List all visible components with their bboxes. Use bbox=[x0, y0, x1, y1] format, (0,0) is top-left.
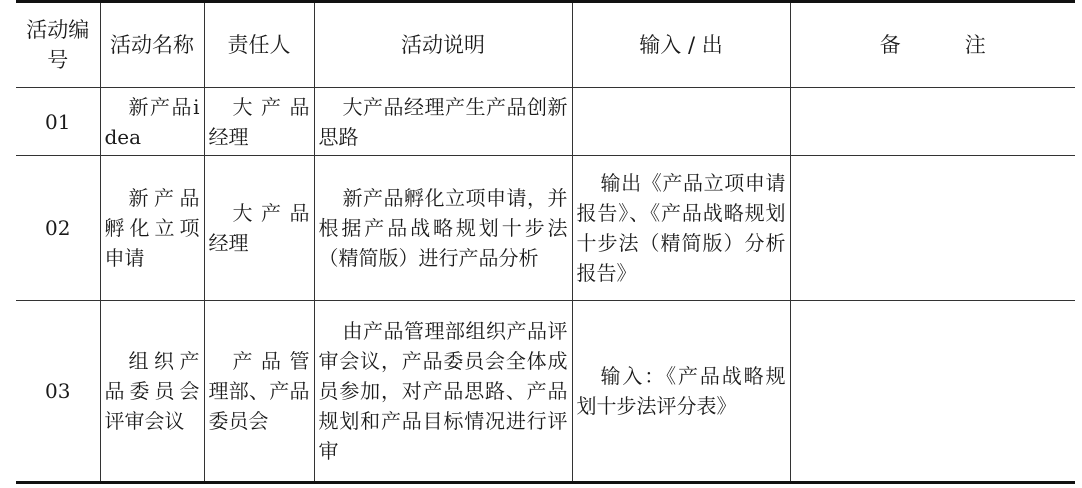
cell-input-output: 输入：《产品战略规划十步法评分表》 bbox=[572, 301, 790, 483]
cell-remark bbox=[790, 88, 1075, 156]
header-description: 活动说明 bbox=[314, 2, 572, 88]
cell-owner: 产品管理部、产品委员会 bbox=[204, 301, 314, 483]
cell-activity-name: 新产品idea bbox=[100, 88, 204, 156]
cell-owner: 大产品经理 bbox=[204, 88, 314, 156]
table-row bbox=[16, 156, 1075, 301]
cell-activity-name: 新产品孵化立项申请 bbox=[100, 156, 204, 301]
table-row bbox=[16, 88, 1075, 156]
header-activity-name: 活动名称 bbox=[100, 2, 204, 88]
cell-input-output: 输出《产品立项申请报告》、《产品战略规划十步法（精简版）分析报告》 bbox=[572, 156, 790, 301]
header-input-output: 输入 / 出 bbox=[572, 2, 790, 88]
cell-activity-id: 02 bbox=[16, 156, 100, 301]
cell-remark bbox=[790, 301, 1075, 483]
header-activity-id: 活动编号 bbox=[16, 2, 100, 88]
cell-description: 大产品经理产生产品创新思路 bbox=[314, 88, 572, 156]
cell-description: 由产品管理部组织产品评审会议，产品委员会全体成员参加，对产品思路、产品规划和产品目标情况进行评审 bbox=[314, 301, 572, 483]
cell-input-output bbox=[572, 88, 790, 156]
activity-table-container bbox=[16, 0, 1075, 484]
cell-activity-id: 03 bbox=[16, 301, 100, 483]
table-header-row bbox=[16, 2, 1075, 88]
cell-activity-id: 01 bbox=[16, 88, 100, 156]
cell-activity-name: 组织产品委员会评审会议 bbox=[100, 301, 204, 483]
header-owner: 责任人 bbox=[204, 2, 314, 88]
table-row bbox=[16, 301, 1075, 483]
activity-table bbox=[16, 0, 1075, 484]
cell-description: 新产品孵化立项申请，并根据产品战略规划十步法（精简版）进行产品分析 bbox=[314, 156, 572, 301]
cell-owner: 大产品经理 bbox=[204, 156, 314, 301]
cell-remark bbox=[790, 156, 1075, 301]
header-remark: 备注 bbox=[790, 2, 1075, 88]
